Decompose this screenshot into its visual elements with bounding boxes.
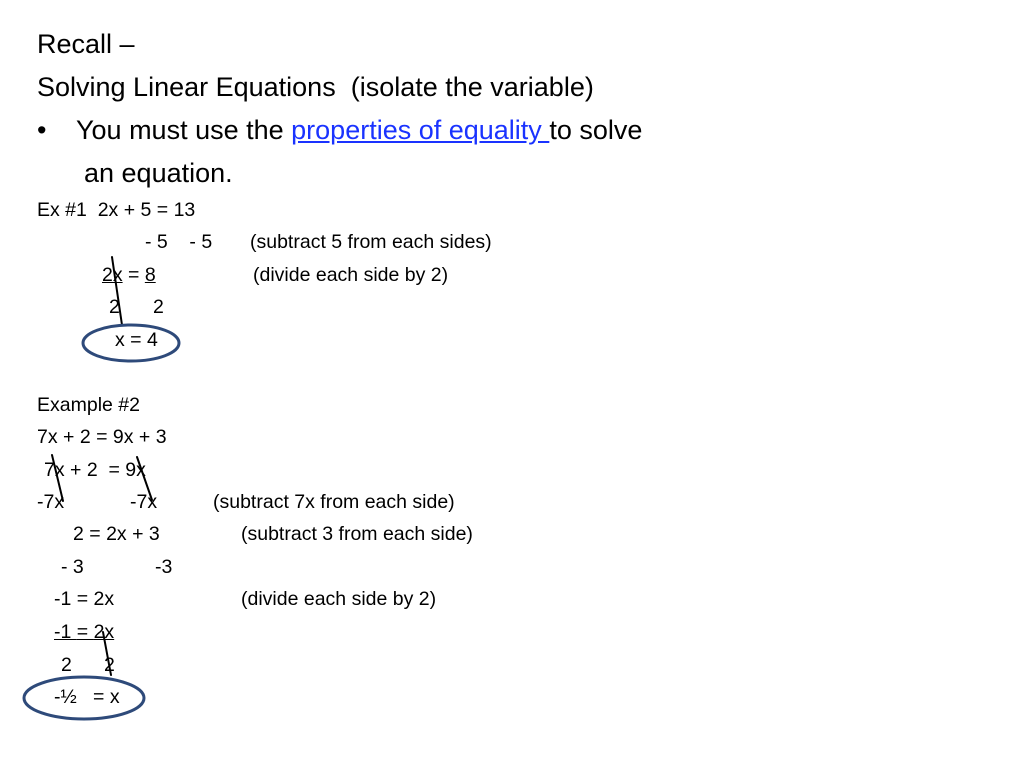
bullet-before-link: You must use the [76,115,292,145]
example1-step1: - 5 - 5 [145,231,213,253]
example2-line1: 7x + 2 = 9x [44,459,146,481]
example2-line5: -1 = 2x [54,588,115,610]
subtitle: Solving Linear Equations (isolate the variable) [37,72,594,102]
example1-answer: x = 4 [115,329,158,351]
example2-line6 [54,623,114,643]
example2-line5-note: (divide each side by 2) [241,588,437,610]
bullet-after-link: to solve [549,115,643,145]
example1-title: Ex #1 2x + 5 = 13 [37,199,196,221]
bullet-text [76,117,642,144]
example2-answer: -½ = x [54,686,120,708]
example2-denominator-left: 2 [61,654,72,676]
example1-step2 [102,266,156,286]
example2-line3-note: (subtract 3 from each side) [241,523,473,545]
example2-numerator-right: 2x [93,621,115,643]
example1-denominator-left: 2 [109,296,120,318]
example1-step1-note: (subtract 5 from each sides) [250,231,492,253]
example1-equals: = [122,264,145,286]
example2-equation: 7x + 2 = 9x + 3 [37,426,167,448]
example2-denominator-right: 2 [104,654,115,676]
example1-numerator-right: 8 [144,264,156,286]
example2-line2-note: (subtract 7x from each side) [213,491,455,513]
example2-line4-right: -3 [155,556,173,578]
example1-step2-note: (divide each side by 2) [253,264,449,286]
example2-line4-left: - 3 [61,556,84,578]
example2-line2-left: -7x [37,491,65,513]
recall-heading: Recall – [37,29,135,59]
example2-equals: = [76,621,94,643]
example2-title: Example #2 [37,394,140,416]
example1-numerator-left: 2x [102,264,123,286]
bullet-mark: • [37,115,47,145]
example1-denominator-right: 2 [153,296,164,318]
properties-of-equality-link[interactable]: properties of equality [291,115,550,145]
bullet-continuation: an equation. [84,158,233,188]
example2-line2-right: -7x [130,491,158,513]
example2-line3: 2 = 2x + 3 [73,523,160,545]
example2-numerator-left: -1 [54,621,77,643]
